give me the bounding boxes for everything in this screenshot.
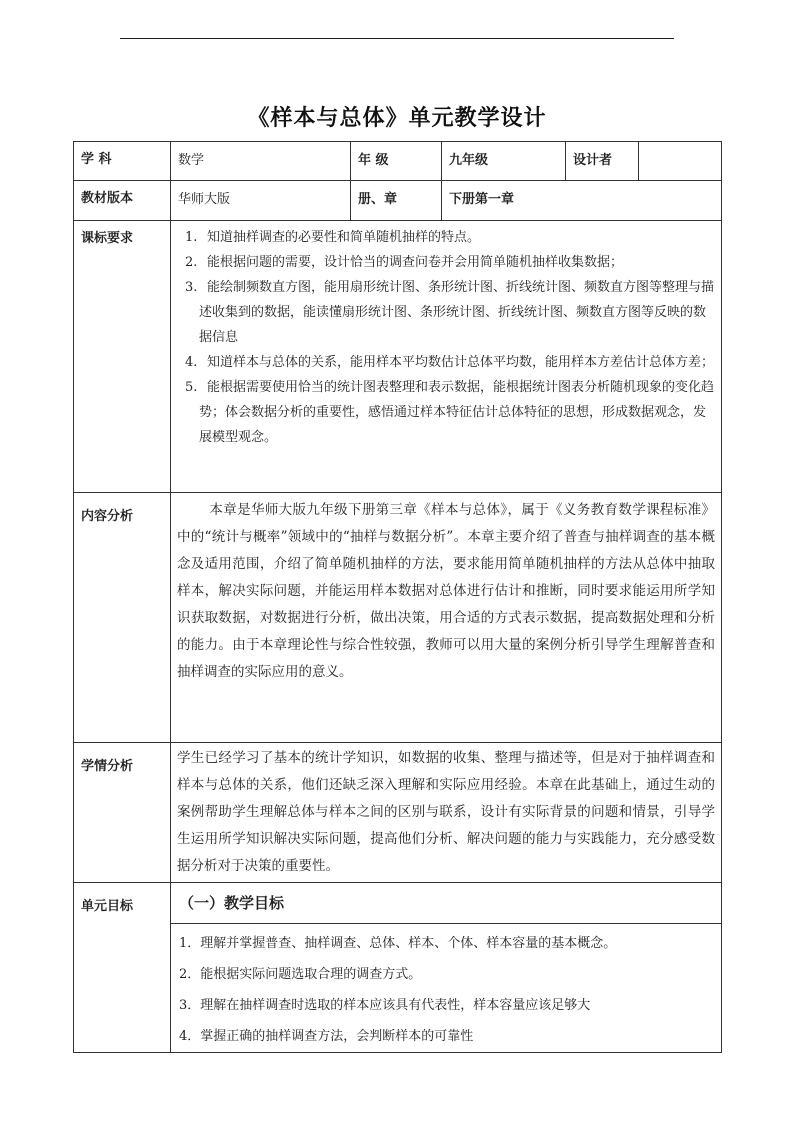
list-item: 2．能根据实际问题选取合理的调查方式。 bbox=[179, 967, 422, 982]
grade-value: 九年级 bbox=[442, 142, 566, 181]
content-analysis-cell bbox=[171, 493, 722, 743]
document-title: 《样本与总体》单元教学设计 bbox=[247, 106, 547, 131]
teaching-goals-heading: （一）教学目标 bbox=[171, 883, 721, 924]
list-item: 3．理解在抽样调查时选取的样本应该具有代表性，样本容量应该足够大 bbox=[179, 998, 591, 1013]
lesson-design-table bbox=[73, 141, 722, 1053]
edition-value: 华师大版 bbox=[171, 181, 351, 221]
subject-label: 学 科 bbox=[74, 142, 171, 181]
student-analysis-label: 学情分析 bbox=[74, 743, 171, 883]
row-edition bbox=[74, 181, 722, 221]
grade-label: 年 级 bbox=[351, 142, 442, 181]
designer-value bbox=[639, 142, 722, 181]
unit-goals-label: 单元目标 bbox=[74, 883, 171, 1053]
list-item: 1．理解并掌握普查、抽样调查、总体、样本、个体、样本容量的基本概念。 bbox=[179, 936, 617, 951]
content-analysis-label: 内容分析 bbox=[74, 493, 171, 743]
subject-value: 数学 bbox=[171, 142, 351, 181]
list-item: 4. 知道样本与总体的关系，能用样本平均数估计总体平均数，能用样本方差估计总体方差； bbox=[185, 355, 715, 370]
row-unit-goals bbox=[74, 883, 722, 1053]
row-subject bbox=[74, 142, 722, 181]
curriculum-list bbox=[171, 221, 722, 493]
list-item: 4．掌握正确的抽样调查方法，会判断样本的可靠性 bbox=[179, 1029, 474, 1044]
row-student-analysis bbox=[74, 743, 722, 883]
list-item: 5. 能根据需要使用恰当的统计图表整理和表示数据，能根据统计图表分析随机现象的变化趋势；体会数据分析的重要性，感悟通过样本特征估计总体特征的思想，形成数据观念，发展模型观念。 bbox=[185, 380, 715, 445]
student-analysis-text: 学生已经学习了基本的统计学知识，如数据的收集、整理与描述等，但是对于抽样调查和样本与总体的关系，他们还缺乏深入理解和实际应用经验。本章在此基础上，通过生动的案例帮助学生理解总体与样本之间的区别与联系，设计有实际背景的问题和情景，引导学生运用所学知识解决实际问题，提高他们分析、解决问题的能力与实践能力，充分感受数据分析对于决策的重要性。 bbox=[177, 750, 715, 874]
volume-value: 下册第一章 bbox=[442, 181, 722, 221]
list-item: 3. 能绘制频数直方图，能用扇形统计图、条形统计图、折线统计图、频数直方图等整理与描述收集到的数据，能读懂扇形统计图、条形统计图、折线统计图、频数直方图等反映的数据信息 bbox=[185, 280, 715, 345]
unit-goals-cell bbox=[171, 883, 722, 1053]
list-item: 1. 知道抽样调查的必要性和简单随机抽样的特点。 bbox=[185, 230, 481, 245]
volume-label: 册、章 bbox=[351, 181, 442, 221]
row-curriculum bbox=[74, 221, 722, 493]
designer-label: 设计者 bbox=[566, 142, 639, 181]
edition-label: 教材版本 bbox=[74, 181, 171, 221]
header-rule bbox=[120, 38, 674, 39]
curriculum-label: 课标要求 bbox=[74, 221, 171, 493]
row-content-analysis bbox=[74, 493, 722, 743]
content-analysis-text: 本章是华师大版九年级下册第三章《样本与总体》，属于《义务教育数学课程标准》中的“统计与概率”领域中的“抽样与数据分析”。本章主要介绍了普查与抽样调查的基本概念及适用范围，介绍了简单随机抽样的方法，要求能用简单随机抽样的方法从总体中抽取样本，解决实际问题，并能运用样本数据对总体进行估计和推断，同时要求能运用所学知识获取数据，对数据进行分析，做出决策，用合适的方式表示数据，提高数据处理和分析的能力。由于本章理论性与综合性较强，教师可以用大量的案例分析引导学生理解普查和抽样调查的实际应用的意义。 bbox=[177, 502, 715, 680]
list-item: 2. 能根据问题的需要，设计恰当的调查问卷并会用简单随机抽样收集数据； bbox=[185, 255, 624, 270]
student-analysis-cell bbox=[171, 743, 722, 883]
